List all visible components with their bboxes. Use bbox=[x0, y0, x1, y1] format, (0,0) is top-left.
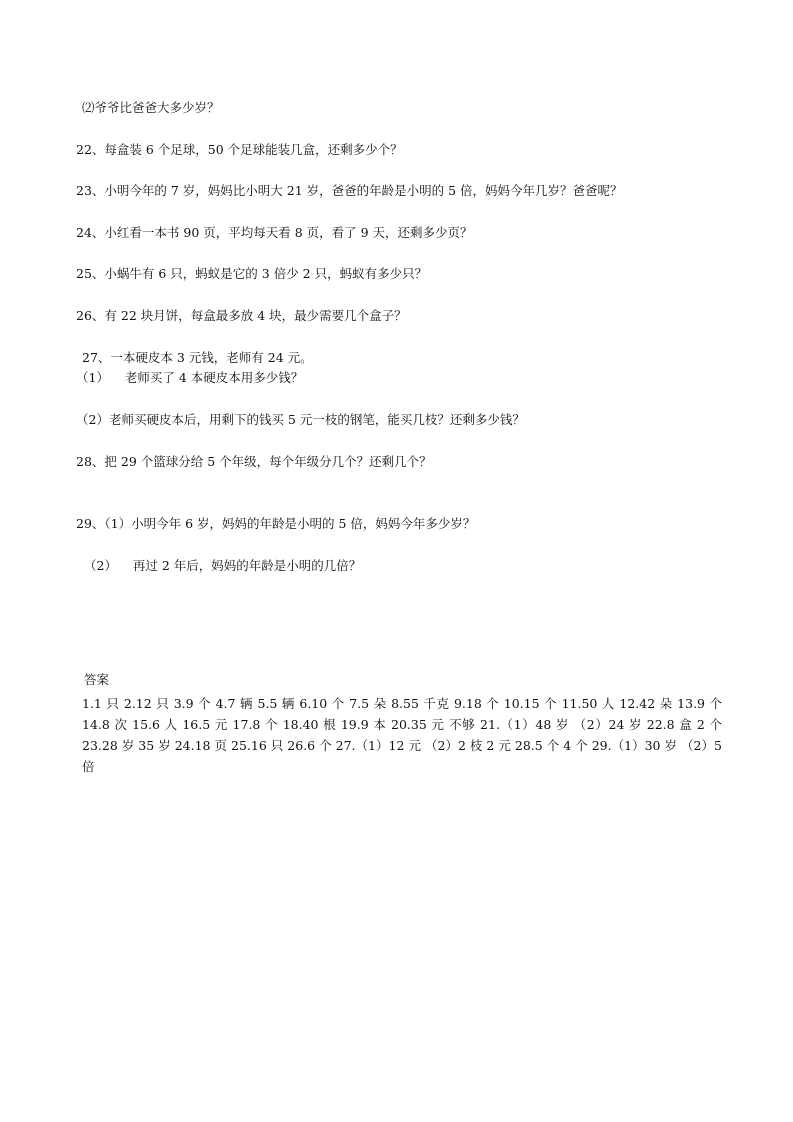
question-27: 27、一本硬皮本 3 元钱，老师有 24 元。 bbox=[82, 350, 313, 365]
question-29-part-2: （2） 再过 2 年后，妈妈的年龄是小明的几倍？ bbox=[84, 558, 362, 573]
question-26: 26、有 22 块月饼，每盒最多放 4 块，最少需要几个盒子？ bbox=[76, 308, 407, 323]
question-27-part-1: （1） 老师买了 4 本硬皮本用多少钱？ bbox=[76, 370, 304, 385]
question-29: 29、（1）小明今年 6 岁，妈妈的年龄是小明的 5 倍，妈妈今年多少岁？ bbox=[76, 516, 476, 531]
question-22: 22、每盒装 6 个足球，50 个足球能装几盒，还剩多少个？ bbox=[76, 142, 403, 157]
answers-title: 答案 bbox=[84, 671, 110, 687]
question-28: 28、把 29 个篮球分给 5 个年级，每个年级分几个？还剩几个？ bbox=[76, 454, 432, 469]
question-21-part-2: ⑵爷爷比爸爸大多少岁？ bbox=[82, 100, 220, 115]
question-24: 24、小红看一本书 90 页，平均每天看 8 页，看了 9 天，还剩多少页？ bbox=[76, 225, 473, 240]
question-27-part-2: （2）老师买硬皮本后，用剩下的钱买 5 元一枝的钢笔，能买几枝？还剩多少钱？ bbox=[76, 412, 525, 427]
question-23: 23、小明今年的 7 岁，妈妈比小明大 21 岁，爸爸的年龄是小明的 5 倍，妈妈今年几岁？爸爸呢？ bbox=[76, 183, 623, 198]
answers-text: 1.1 只 2.12 只 3.9 个 4.7 辆 5.5 辆 6.10 个 7.5 朵 8.55 千克 9.18 个 10.15 个 11.50 人 12.42 朵 13.9 个 14.8 次 15.6 人 16.5 元 17.8 个 18.40 根 19.9 本 20.35 元 不够 21.（1）48 岁 （2）24 岁 22.8 盒 2 个 23.28 岁 35 岁 24.18 页 25.16 只 26.6 个 27.（1）12 元 （2）2 枝 2 元 28.5 个 4 个 29.（1）30 岁 （2）5 倍 bbox=[82, 695, 722, 774]
question-25: 25、小蜗牛有 6 只，蚂蚁是它的 3 倍少 2 只，蚂蚁有多少只？ bbox=[76, 266, 428, 281]
